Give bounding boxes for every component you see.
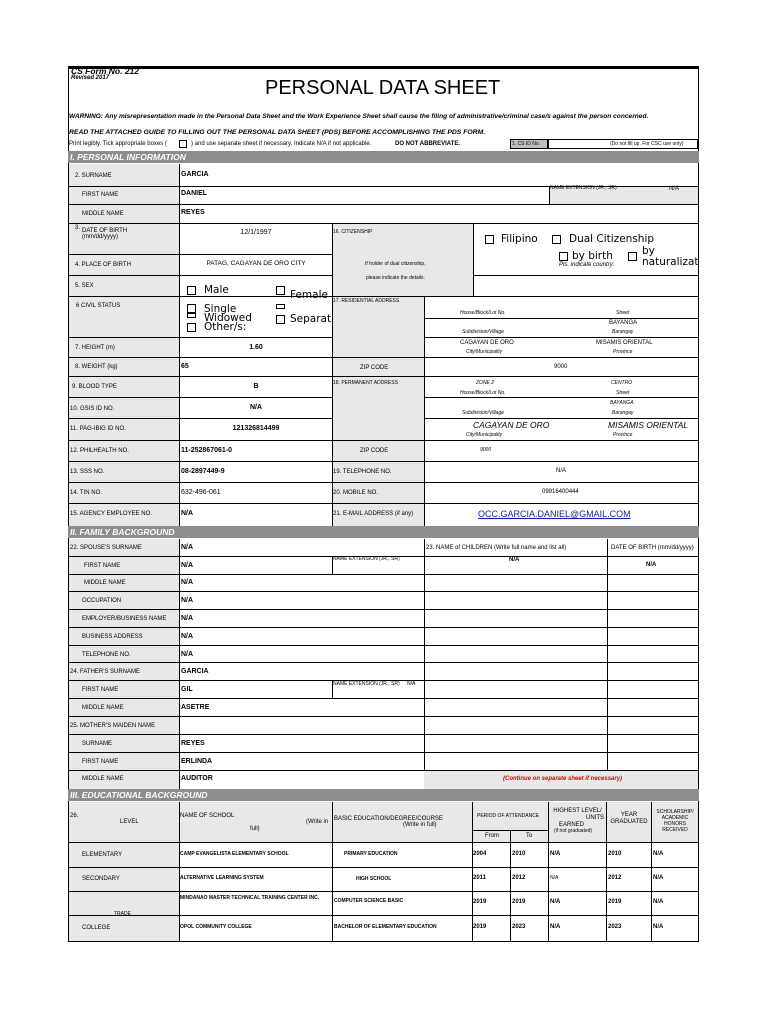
section-family-background: II. FAMILY BACKGROUND bbox=[68, 526, 699, 538]
checkbox-by-birth[interactable] bbox=[559, 252, 568, 261]
label-permanent-address: 18. PERMANENT ADDRESS bbox=[333, 380, 398, 386]
rule bbox=[69, 591, 698, 592]
value-spouse-middle[interactable]: N/A bbox=[181, 579, 194, 586]
value-res-city[interactable]: CAGAYAN DE ORO bbox=[460, 340, 514, 346]
rule bbox=[424, 397, 698, 398]
edu-header-highest-2: UNITS bbox=[586, 815, 604, 821]
value-agency-employee[interactable]: N/A bbox=[181, 510, 194, 517]
rule bbox=[69, 397, 332, 398]
label-indicate-country: Pls. indicate country: bbox=[559, 262, 615, 268]
label-height: 7. HEIGHT (m) bbox=[75, 345, 115, 351]
do-not-abbreviate: DO NOT ABBREVIATE. bbox=[395, 141, 461, 147]
label-sss: 13. SSS NO. bbox=[70, 469, 105, 475]
value-name-extension[interactable]: N/A bbox=[669, 186, 680, 192]
edu-year[interactable]: 2023 bbox=[608, 924, 622, 930]
option-by-birth: by birth bbox=[572, 250, 613, 262]
rule bbox=[473, 223, 474, 296]
label-employer: EMPLOYER/BUSINESS NAME bbox=[82, 616, 167, 622]
section-educational-background: III. EDUCATIONAL BACKGROUND bbox=[68, 789, 699, 801]
rule bbox=[69, 891, 698, 892]
label-telephone: 19. TELEPHONE NO. bbox=[333, 469, 392, 475]
value-gsis[interactable]: N/A bbox=[249, 404, 263, 411]
label-business-address: BUSINESS ADDRESS bbox=[82, 634, 143, 640]
rule bbox=[607, 539, 608, 771]
rule bbox=[69, 275, 332, 276]
edu-level: ELEMENTARY bbox=[82, 852, 123, 858]
edu-header-from: From bbox=[485, 833, 499, 839]
value-spouse-first[interactable]: N/A bbox=[181, 562, 194, 569]
label-middle-name: MIDDLE NAME bbox=[82, 211, 124, 217]
label-sex: 5. SEX bbox=[75, 283, 94, 289]
rule bbox=[69, 752, 698, 753]
naturalization-clip bbox=[642, 257, 698, 270]
checkbox-married[interactable] bbox=[276, 304, 285, 309]
edu-to[interactable]: 2019 bbox=[512, 899, 526, 905]
rule bbox=[69, 440, 698, 441]
label-mother-middle: MIDDLE NAME bbox=[82, 776, 124, 782]
label-subdivision-res: Subdivision/Village bbox=[462, 329, 504, 335]
rule bbox=[69, 418, 332, 419]
edu-header-level: LEVEL bbox=[120, 819, 139, 825]
print-note-a: Print legibly. Tick appropriate boxes ( bbox=[69, 141, 167, 147]
label-mobile: 20. MOBILE NO. bbox=[333, 490, 379, 496]
edu-header-school: NAME OF SCHOOL bbox=[180, 813, 235, 819]
rule bbox=[69, 716, 698, 717]
edu-honors[interactable]: N/A bbox=[653, 851, 664, 857]
edu-header-year-2: GRADUATED bbox=[610, 819, 648, 825]
label-father-surname: 24. FATHER'S SURNAME bbox=[70, 669, 141, 675]
value-father-middle[interactable]: ASETRE bbox=[181, 704, 210, 711]
edu-school[interactable]: ALTERNATIVE LEARNING SYSTEM bbox=[180, 875, 264, 881]
value-weight[interactable]: 65 bbox=[181, 363, 189, 370]
label-subdivision-perm: Subdivision/Village bbox=[462, 410, 504, 416]
section-personal-information: I. PERSONAL INFORMATION bbox=[68, 151, 699, 163]
rule bbox=[179, 802, 180, 941]
checkbox-separated[interactable] bbox=[276, 315, 285, 324]
edu-from[interactable]: 2011 bbox=[473, 875, 487, 881]
edu-highest[interactable]: N/A bbox=[550, 924, 561, 930]
label-father-middle: MIDDLE NAME bbox=[82, 705, 124, 711]
rule bbox=[424, 539, 425, 771]
civil-widowed-clip bbox=[204, 312, 264, 324]
edu-to[interactable]: 2012 bbox=[512, 875, 526, 881]
page-title: PERSONAL DATA SHEET bbox=[265, 77, 501, 99]
value-email-link[interactable]: OCC.GARCIA.DANIEL@GMAIL.COM bbox=[478, 509, 631, 519]
edu-honors[interactable]: N/A bbox=[653, 875, 664, 881]
rule bbox=[69, 609, 698, 610]
option-naturalization: naturalizat bbox=[642, 256, 699, 268]
value-res-province[interactable]: MISAMIS ORIENTAL bbox=[596, 340, 653, 346]
rule bbox=[548, 802, 549, 941]
value-telephone[interactable]: N/A bbox=[556, 468, 567, 474]
edu-header-course: BASIC EDUCATION/DEGREE/COURSE bbox=[334, 816, 443, 822]
edu-school[interactable]: OPOL COMMUNITY COLLEGE bbox=[180, 924, 252, 930]
option-female: Female bbox=[290, 289, 328, 301]
continue-note: (Continue on separate sheet if necessary) bbox=[503, 776, 623, 782]
edu-honors[interactable]: N/A bbox=[653, 899, 664, 905]
label-spouse-first: FIRST NAME bbox=[84, 563, 121, 569]
value-sss[interactable]: 08-2897449-9 bbox=[181, 468, 225, 475]
label-weight: 8. WEIGHT (kg) bbox=[75, 364, 118, 370]
value-children-name[interactable]: N/A bbox=[509, 557, 520, 563]
edu-header-year-1: YEAR bbox=[620, 812, 638, 818]
citizenship-note-2: please indicate the details. bbox=[366, 275, 425, 281]
option-widowed: Widowed bbox=[204, 312, 252, 324]
label-civil-status: 6 CIVIL STATUS bbox=[76, 303, 121, 309]
rule bbox=[69, 357, 698, 358]
value-employer[interactable]: N/A bbox=[181, 615, 194, 622]
label-spouse-name-ext: NAME EXTENSION (JR., SR) bbox=[333, 556, 400, 562]
label-mother-surname: SURNAME bbox=[82, 741, 113, 747]
value-spouse-surname[interactable]: N/A bbox=[181, 544, 194, 551]
checkbox-others[interactable] bbox=[187, 323, 196, 332]
edu-course[interactable]: BACHELOR OF ELEMENTARY EDUCATION bbox=[334, 924, 437, 930]
cs-id-label: 1. CS ID No. bbox=[512, 141, 541, 147]
edu-from[interactable]: 2019 bbox=[473, 899, 487, 905]
edu-from[interactable]: 2004 bbox=[473, 851, 487, 857]
value-height[interactable]: 1.60 bbox=[249, 344, 263, 351]
label-province-perm: Province bbox=[613, 432, 633, 438]
value-spouse-telephone[interactable]: N/A bbox=[181, 651, 194, 658]
edu-course[interactable]: HIGH SCHOOL bbox=[356, 876, 392, 882]
rule bbox=[69, 842, 698, 843]
edu-header-course-sub: (Write in full) bbox=[403, 822, 437, 828]
form-number: CS Form No. 212 bbox=[71, 66, 140, 76]
edu-header-honors-4: RECEIVED bbox=[662, 827, 688, 833]
csc-use-note: (Do not fill up. For CSC use only) bbox=[610, 141, 684, 147]
label-barangay-perm: Barangay bbox=[612, 410, 634, 416]
rule bbox=[69, 296, 698, 297]
value-mobile[interactable]: 09916400444 bbox=[542, 489, 579, 495]
rule bbox=[69, 254, 332, 255]
edu-header-full: full) bbox=[250, 826, 260, 832]
label-tin: 14. TIN NO. bbox=[70, 490, 102, 496]
rule bbox=[69, 204, 698, 205]
edu-highest[interactable]: N/A bbox=[550, 875, 559, 881]
value-res-street[interactable]: BAYANGA bbox=[609, 320, 638, 326]
rule bbox=[510, 830, 511, 941]
label-agency-employee: 15. AGENCY EMPLOYEE NO. bbox=[70, 511, 152, 517]
option-separated: Separat bbox=[290, 313, 332, 325]
rule bbox=[424, 318, 698, 319]
label-house-res: House/Block/Lot No. bbox=[460, 310, 506, 316]
label-mother-maiden: 25. MOTHER'S MAIDEN NAME bbox=[70, 723, 156, 729]
edu-header-highest-3: EARNED bbox=[559, 822, 585, 828]
rule bbox=[69, 503, 698, 504]
trade-label: TRADE bbox=[114, 911, 131, 917]
label-first-name: FIRST NAME bbox=[82, 192, 119, 198]
rule bbox=[69, 645, 698, 646]
label-zip-perm: ZIP CODE bbox=[360, 448, 389, 454]
value-mother-first[interactable]: ERLINDA bbox=[181, 758, 213, 765]
value-blood-type[interactable]: B bbox=[253, 383, 259, 390]
label-city-perm: City/Municipality bbox=[466, 432, 503, 438]
edu-to[interactable]: 2023 bbox=[512, 924, 526, 930]
rule bbox=[69, 376, 698, 377]
edu-year[interactable]: 2010 bbox=[608, 851, 622, 857]
edu-num: 26. bbox=[70, 813, 79, 819]
label-residential-address: 17. RESIDENTIAL ADDRESS bbox=[333, 298, 400, 304]
edu-header-honors-3: HONORS bbox=[664, 821, 686, 827]
rule bbox=[69, 662, 698, 663]
value-perm-zip[interactable]: 9000 bbox=[480, 447, 492, 453]
value-first-name[interactable]: DANIEL bbox=[181, 190, 208, 197]
rule bbox=[69, 223, 698, 224]
label-father-name-ext: NAME EXTENSION (JR., SR) bbox=[333, 681, 400, 687]
rule bbox=[69, 698, 698, 699]
trade-label-clip bbox=[112, 911, 142, 915]
label-philhealth: 12. PHILHEALTH NO. bbox=[70, 448, 129, 454]
edu-from[interactable]: 2019 bbox=[473, 924, 487, 930]
rule bbox=[69, 482, 698, 483]
edu-header-highest-1: HIGHEST LEVEL/ bbox=[553, 808, 602, 814]
value-business-address[interactable]: N/A bbox=[181, 633, 194, 640]
edu-honors[interactable]: N/A bbox=[653, 924, 664, 930]
citizenship-note-1: If holder of dual citizenship, bbox=[365, 261, 426, 267]
label-pagibig: 11. PAG-IBIG ID NO. bbox=[70, 426, 126, 432]
label-spouse-telephone: TELEPHONE NO. bbox=[82, 652, 131, 658]
value-surname[interactable]: GARCIA bbox=[181, 171, 209, 178]
value-perm-province[interactable]: MISAMIS ORIENTAL bbox=[608, 420, 689, 430]
value-father-surname[interactable]: GARCIA bbox=[181, 668, 209, 675]
label-dob-format: (mm/dd/yyyy) bbox=[82, 234, 118, 240]
value-perm-house[interactable]: ZONE 2 bbox=[476, 380, 495, 386]
edu-highest[interactable]: N/A bbox=[550, 851, 561, 857]
edu-header-write-in: (Write in bbox=[306, 819, 329, 825]
edu-header-honors-2: ACADEMIC bbox=[661, 815, 689, 821]
rule bbox=[69, 915, 698, 916]
checkbox-widowed[interactable] bbox=[187, 313, 196, 318]
label-street-perm: Street bbox=[616, 390, 630, 396]
value-perm-barangay[interactable]: BAYANGA bbox=[610, 400, 634, 406]
edu-level: SECONDARY bbox=[82, 876, 120, 882]
option-others: Other/s: bbox=[204, 321, 247, 333]
edu-year[interactable]: 2012 bbox=[608, 875, 622, 881]
tick-box-sample bbox=[179, 140, 187, 148]
revised-label: Revised 2017 bbox=[71, 75, 110, 81]
rule bbox=[424, 337, 698, 338]
edu-year[interactable]: 2019 bbox=[608, 899, 622, 905]
warning-text: WARNING: Any misrepresentation made in the Personal Data Sheet and the Work Experience Sheet shall cause the filing of administrative/criminal case/s against the person concerned. bbox=[69, 113, 649, 120]
edu-school[interactable]: MINDANAO MASTER TECHNICAL TRAINING CENTER INC. bbox=[180, 895, 320, 901]
label-occupation: OCCUPATION bbox=[82, 598, 122, 604]
rule bbox=[179, 539, 180, 789]
value-res-zip[interactable]: 9000 bbox=[554, 364, 568, 370]
value-dob[interactable]: 12/1/1997 bbox=[240, 229, 272, 236]
option-filipino: Filipino bbox=[501, 233, 538, 245]
checkbox-single[interactable] bbox=[187, 304, 196, 313]
rule bbox=[424, 296, 425, 526]
rule bbox=[69, 734, 698, 735]
label-children: 23. NAME of CHILDREN (Write full name and list all) bbox=[426, 545, 567, 551]
label-street-res: Street bbox=[616, 310, 630, 316]
label-name-extension: NAME EXTENSION (JR., SR) bbox=[550, 185, 617, 191]
option-by-label: by bbox=[642, 245, 655, 257]
label-zip-res: ZIP CODE bbox=[360, 365, 389, 371]
option-dual-citizenship: Dual Citizenship bbox=[569, 233, 655, 245]
checkbox-dual-citizenship[interactable] bbox=[552, 235, 561, 244]
rule bbox=[473, 275, 698, 276]
value-father-first[interactable]: GIL bbox=[181, 686, 193, 693]
edu-header-honors-1: SCHOLARSHIP/ bbox=[656, 809, 694, 815]
civil-single-clip bbox=[204, 303, 264, 315]
rule bbox=[424, 418, 698, 419]
rule bbox=[332, 802, 333, 941]
checkbox-male[interactable] bbox=[187, 286, 196, 295]
label-house-perm: House/Block/Lot No. bbox=[460, 390, 506, 396]
rule bbox=[69, 337, 332, 338]
instruction-text: READ THE ATTACHED GUIDE TO FILLING OUT THE PERSONAL DATA SHEET (PDS) BEFORE ACCOMPLISHING THE PDS FORM. bbox=[69, 129, 486, 136]
value-philhealth[interactable]: 11-252867061-0 bbox=[181, 447, 232, 454]
value-pagibig[interactable]: 121326814499 bbox=[232, 425, 280, 432]
edu-to[interactable]: 2010 bbox=[512, 851, 526, 857]
rule bbox=[69, 461, 698, 462]
print-note-b: ) and use separate sheet if necessary. Indicate N/A if not applicable. bbox=[191, 141, 372, 147]
label-gsis: 10. GSIS ID NO. bbox=[70, 406, 115, 412]
label-spouse-surname: 22. SPOUSE'S SURNAME bbox=[70, 545, 142, 551]
value-tin[interactable]: 632-496-061 bbox=[181, 489, 221, 496]
label-surname: 2. SURNAME bbox=[75, 173, 112, 179]
value-occupation[interactable]: N/A bbox=[181, 597, 194, 604]
label-children-dob: DATE OF BIRTH (mm/dd/yyyy) bbox=[611, 545, 694, 551]
value-children-dob[interactable]: N/A bbox=[646, 562, 657, 568]
label-barangay-res: Barangay bbox=[612, 329, 634, 335]
edu-school[interactable]: CAMP EVANGELISTA ELEMENTARY SCHOOL bbox=[180, 851, 289, 857]
rule bbox=[69, 627, 698, 628]
edu-level: COLLEGE bbox=[82, 925, 111, 931]
value-middle-name[interactable]: REYES bbox=[181, 209, 205, 216]
rule bbox=[69, 867, 698, 868]
label-province-res: Province bbox=[613, 349, 633, 355]
option-single: Single bbox=[204, 303, 237, 315]
label-blood-type: 9. BLOOD TYPE bbox=[72, 384, 117, 390]
checkbox-by-naturalization[interactable] bbox=[628, 252, 637, 261]
rule bbox=[472, 802, 473, 941]
edu-header-to: To bbox=[526, 833, 533, 839]
label-spouse-middle: MIDDLE NAME bbox=[84, 580, 126, 586]
edu-header-highest-4: (if not graduated) bbox=[554, 828, 593, 834]
value-mother-surname[interactable]: REYES bbox=[181, 740, 205, 747]
label-father-first: FIRST NAME bbox=[82, 687, 119, 693]
value-place-of-birth[interactable]: PATAG, CAGAYAN DE ORO CITY bbox=[206, 260, 306, 267]
edu-header-period: PERIOD OF ATTENDANCE bbox=[477, 813, 540, 819]
rule bbox=[69, 574, 698, 575]
rule bbox=[332, 223, 333, 526]
value-perm-street[interactable]: CENTRO bbox=[611, 380, 633, 386]
label-dob: DATE OF BIRTH bbox=[82, 228, 128, 234]
label-city-res: City/Municipality bbox=[466, 349, 503, 355]
label-citizenship: 16. CITIZENSHIP bbox=[333, 229, 373, 235]
value-perm-city[interactable]: CAGAYAN DE ORO bbox=[473, 420, 550, 430]
label-place-of-birth: 4. PLACE OF BIRTH bbox=[75, 262, 131, 268]
checkbox-filipino[interactable] bbox=[485, 235, 494, 244]
label-dob-number: 3. bbox=[75, 225, 81, 231]
label-email: 21. E-MAIL ADDRESS (if any) bbox=[333, 511, 414, 517]
label-mother-first: FIRST NAME bbox=[82, 759, 119, 765]
checkbox-female[interactable] bbox=[276, 286, 285, 295]
value-father-name-ext[interactable]: N/A bbox=[407, 681, 416, 687]
value-mother-middle[interactable]: AUDITOR bbox=[181, 775, 213, 782]
edu-course[interactable]: COMPUTER SCIENCE BASIC bbox=[334, 898, 404, 904]
edu-highest[interactable]: N/A bbox=[550, 899, 561, 905]
option-male: Male bbox=[204, 284, 229, 296]
edu-course[interactable]: PRIMARY EDUCATION bbox=[344, 851, 398, 857]
rule bbox=[69, 770, 698, 771]
